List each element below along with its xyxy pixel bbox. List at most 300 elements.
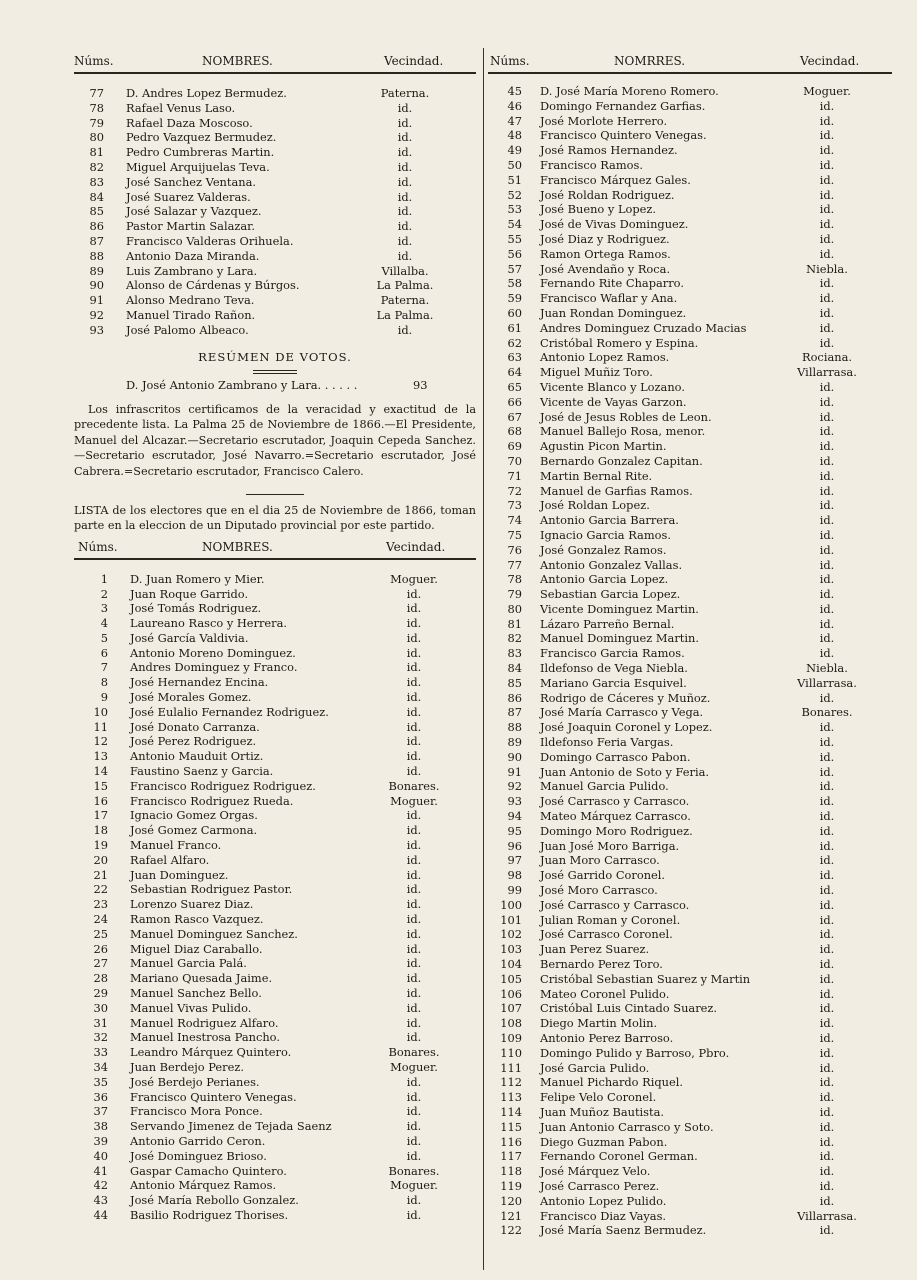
row-vecindad: id.: [819, 202, 835, 217]
row-number: 54: [507, 217, 522, 232]
row-name: Mateo Márquez Carrasco.: [540, 809, 691, 824]
row-name: Miguel Arquijuelas Teva.: [126, 159, 270, 174]
row-name: Manuel Ballejo Rosa, menor.: [540, 424, 706, 439]
row-number: 16: [93, 793, 108, 808]
row-name: Servando Jimenez de Tejada Saenz: [130, 1119, 332, 1134]
row-number: 87: [507, 705, 522, 720]
row-number: 44: [93, 1207, 108, 1222]
table-row: [74, 660, 476, 675]
row-number: 63: [507, 350, 522, 365]
table-row: [74, 882, 476, 897]
table-row: [488, 1120, 892, 1135]
row-number: 12: [93, 734, 108, 749]
row-number: 111: [500, 1060, 522, 1075]
table-row: [74, 838, 476, 853]
row-vecindad: id.: [819, 527, 835, 542]
row-number: 96: [507, 838, 522, 853]
table-row: [74, 293, 476, 308]
table-row: [74, 734, 476, 749]
resumen-title: RESÚMEN DE VOTOS.: [198, 349, 352, 364]
row-name: Juan Berdejo Perez.: [130, 1060, 244, 1074]
row-vecindad: La Palma.: [376, 307, 434, 322]
table-row: [488, 1179, 892, 1194]
row-vecindad: id.: [397, 219, 413, 234]
table-row: [488, 1031, 892, 1046]
table-row: [488, 972, 892, 987]
row-name: José Palomo Albeaco.: [126, 322, 249, 337]
row-number: 55: [507, 231, 522, 246]
row-name: Francisco Diaz Vayas.: [540, 1208, 667, 1223]
table-row: [74, 690, 476, 705]
row-name: Basilio Rodriguez Thorises.: [130, 1207, 289, 1222]
table-row: [74, 160, 476, 175]
table-row: [488, 498, 892, 513]
row-vecindad: id.: [406, 1104, 422, 1119]
row-vecindad: id.: [819, 409, 835, 424]
row-vecindad: id.: [819, 217, 835, 232]
table-row: [74, 942, 476, 957]
row-vecindad: id.: [819, 897, 835, 912]
table-row: [488, 262, 892, 277]
table-row: [488, 484, 892, 499]
row-number: 85: [89, 204, 104, 219]
table-row: [488, 558, 892, 573]
row-vecindad: id.: [819, 128, 835, 143]
row-name: D. Juan Romero y Mier.: [130, 571, 265, 586]
table-row: [74, 145, 476, 160]
row-number: 106: [500, 986, 522, 1001]
row-vecindad: Bonares.: [388, 778, 440, 793]
row-vecindad: id.: [819, 986, 835, 1001]
row-number: 42: [93, 1178, 108, 1193]
row-vecindad: id.: [819, 394, 835, 409]
row-vecindad: id.: [819, 838, 835, 853]
row-name: Alonso de Cárdenas y Búrgos.: [126, 278, 300, 293]
row-name: José Carrasco y Carrasco.: [540, 794, 690, 809]
row-number: 77: [507, 557, 522, 572]
row-number: 80: [89, 130, 104, 145]
row-vecindad: id.: [819, 572, 835, 587]
row-vecindad: id.: [406, 852, 422, 867]
row-name: Rafael Daza Moscoso.: [126, 115, 253, 130]
row-vecindad: id.: [819, 113, 835, 128]
row-number: 7: [100, 660, 108, 675]
row-number: 72: [507, 483, 522, 498]
table-row: [74, 234, 476, 249]
row-name: Antonio Garcia Barrera.: [540, 513, 679, 528]
row-vecindad: id.: [819, 1075, 835, 1090]
row-name: José Bueno y Lopez.: [540, 202, 657, 217]
row-name: Pastor Martin Salazar.: [126, 219, 255, 234]
row-name: Luis Zambrano y Lara.: [126, 263, 258, 278]
row-name: José Sanchez Ventana.: [126, 174, 257, 189]
row-number: 75: [507, 527, 522, 542]
table-row: [488, 853, 892, 868]
table-row: [488, 513, 892, 528]
row-name: Juan Muñoz Bautista.: [540, 1104, 665, 1119]
row-number: 39: [93, 1133, 108, 1148]
row-vecindad: id.: [406, 926, 422, 941]
row-name: José Márquez Velo.: [540, 1164, 651, 1179]
row-number: 57: [507, 261, 522, 276]
table-row: [74, 986, 476, 1001]
row-vecindad: id.: [406, 645, 422, 660]
row-name: Domingo Moro Rodriguez.: [540, 823, 693, 838]
row-number: 112: [500, 1075, 522, 1090]
row-name: Martin Bernal Rite.: [540, 468, 653, 483]
row-number: 45: [507, 84, 522, 98]
table-row: [488, 99, 892, 114]
row-name: José Eulalio Fernandez Rodriguez.: [130, 704, 329, 719]
row-number: 82: [89, 159, 104, 174]
row-vecindad: id.: [819, 1149, 835, 1164]
row-number: 122: [500, 1223, 522, 1238]
row-name: José Donato Carranza.: [130, 719, 260, 734]
row-number: 81: [89, 145, 104, 160]
row-name: José de Vivas Dominguez.: [540, 217, 689, 232]
header-vecindad-right: Vecindad.: [800, 54, 860, 68]
row-number: 35: [93, 1074, 108, 1089]
table-row: [488, 927, 892, 942]
row-vecindad: id.: [819, 883, 835, 898]
row-name: Sebastian Garcia Lopez.: [540, 587, 681, 602]
table-row: [74, 720, 476, 735]
row-name: José Tomás Rodriguez.: [130, 601, 262, 616]
row-number: 100: [500, 897, 522, 912]
table-row: [488, 188, 892, 203]
row-name: Francisco Mora Ponce.: [130, 1104, 263, 1119]
row-vecindad: id.: [819, 1016, 835, 1031]
row-name: José Avendaño y Roca.: [540, 261, 671, 276]
table-row: [74, 278, 476, 293]
row-number: 43: [93, 1193, 108, 1208]
table-row: [488, 631, 892, 646]
row-number: 71: [507, 468, 522, 483]
table-row: [488, 143, 892, 158]
row-name: Leandro Márquez Quintero.: [130, 1045, 292, 1060]
row-vecindad: id.: [406, 1207, 422, 1222]
header-names: NOMBRES.: [202, 54, 273, 68]
row-vecindad: id.: [406, 1133, 422, 1148]
column-divider: [483, 48, 484, 1270]
row-number: 5: [100, 630, 108, 645]
row-name: Antonio Lopez Ramos.: [540, 350, 670, 365]
row-vecindad: id.: [819, 823, 835, 838]
row-number: 92: [89, 307, 104, 322]
row-vecindad: id.: [819, 468, 835, 483]
resumen-rule: [253, 370, 297, 374]
row-name: Andres Dominguez Cruzado Macias: [540, 320, 747, 335]
table-row: [488, 247, 892, 262]
resumen-name: D. José Antonio Zambrano y Lara. . . . . .: [126, 377, 358, 392]
row-number: 97: [507, 853, 522, 868]
row-vecindad: id.: [819, 735, 835, 750]
row-name: José Salazar y Vazquez.: [126, 204, 262, 219]
row-number: 31: [93, 1015, 108, 1030]
row-number: 1: [100, 571, 108, 586]
row-name: Manuel Garcia Palá.: [130, 956, 247, 971]
table-row: [74, 853, 476, 868]
row-vecindad: id.: [819, 172, 835, 187]
row-name: Diego Guzman Pabon.: [540, 1134, 668, 1149]
row-number: 84: [89, 189, 104, 204]
row-vecindad: id.: [819, 291, 835, 306]
row-vecindad: id.: [819, 853, 835, 868]
row-vecindad: id.: [819, 764, 835, 779]
row-name: Domingo Pulido y Barroso, Pbro.: [540, 1045, 730, 1060]
row-number: 78: [507, 572, 522, 587]
row-vecindad: id.: [819, 246, 835, 261]
row-number: 76: [507, 542, 522, 557]
row-vecindad: id.: [819, 453, 835, 468]
resumen-votes: 93: [413, 377, 428, 392]
row-number: 105: [500, 971, 522, 986]
row-name: Manuel Pichardo Riquel.: [540, 1075, 684, 1090]
table-row: [488, 469, 892, 484]
row-number: 84: [507, 661, 522, 676]
row-number: 61: [507, 320, 522, 335]
table-row: [74, 219, 476, 234]
table-row: [488, 794, 892, 809]
row-number: 93: [89, 322, 104, 337]
table-row: [74, 631, 476, 646]
row-number: 90: [507, 749, 522, 764]
row-vecindad: id.: [819, 868, 835, 883]
row-vecindad: id.: [406, 1015, 422, 1030]
table-row: [488, 750, 892, 765]
row-vecindad: id.: [819, 424, 835, 439]
row-name: Ildefonso de Vega Niebla.: [540, 661, 688, 676]
row-name: Manuel Sanchez Bello.: [130, 986, 262, 1001]
row-number: 118: [500, 1164, 522, 1179]
table-row: [488, 646, 892, 661]
row-number: 40: [93, 1148, 108, 1163]
row-name: Fernando Coronel German.: [540, 1149, 698, 1164]
row-vecindad: id.: [397, 248, 413, 263]
row-name: Francisco Rodriguez Rueda.: [130, 793, 294, 808]
table-row: [488, 439, 892, 454]
row-name: Antonio Garcia Lopez.: [540, 572, 669, 587]
row-vecindad: id.: [406, 734, 422, 749]
row-name: Agustin Picon Martin.: [540, 439, 667, 454]
row-name: Antonio Márquez Ramos.: [130, 1178, 277, 1193]
row-name: Rafael Alfaro.: [130, 852, 210, 867]
row-number: 89: [507, 735, 522, 750]
row-number: 13: [93, 749, 108, 764]
row-name: José Berdejo Perianes.: [130, 1074, 260, 1089]
table-row: [74, 1149, 476, 1164]
table-row: [488, 676, 892, 691]
header-nums-right: Núms.: [490, 54, 530, 68]
row-vecindad: id.: [819, 542, 835, 557]
row-name: José Dominguez Brioso.: [130, 1148, 267, 1163]
row-number: 41: [93, 1163, 108, 1178]
row-name: Manuel Rodriguez Alfaro.: [130, 1015, 279, 1030]
row-number: 50: [507, 157, 522, 172]
table-row: [74, 1193, 476, 1208]
table-row: [74, 897, 476, 912]
row-vecindad: id.: [397, 130, 413, 145]
row-name: Francisco Márquez Gales.: [540, 172, 691, 187]
table-row: [74, 86, 476, 101]
row-vecindad: Villarrasa.: [797, 675, 857, 690]
row-number: 46: [507, 98, 522, 113]
row-number: 36: [93, 1089, 108, 1104]
row-vecindad: id.: [819, 1104, 835, 1119]
row-number: 28: [93, 971, 108, 986]
row-vecindad: id.: [397, 322, 413, 337]
row-number: 67: [507, 409, 522, 424]
row-number: 26: [93, 941, 108, 956]
row-name: Antonio Mauduit Ortiz.: [130, 749, 264, 764]
row-vecindad: Moguer.: [390, 1178, 438, 1193]
row-name: Cristóbal Luis Cintado Suarez.: [540, 1001, 718, 1016]
row-name: José Ramos Hernandez.: [540, 143, 678, 158]
row-number: 101: [500, 912, 522, 927]
row-name: Manuel Vivas Pulido.: [130, 1000, 252, 1015]
table-row: [74, 101, 476, 116]
row-name: Bernardo Perez Toro.: [540, 957, 663, 972]
row-vecindad: Moguer.: [803, 84, 851, 98]
row-number: 79: [89, 115, 104, 130]
row-name: Juan Antonio de Soto y Feria.: [540, 764, 710, 779]
row-number: 21: [93, 867, 108, 882]
row-number: 38: [93, 1119, 108, 1134]
row-number: 119: [500, 1178, 522, 1193]
row-name: Manuel Garcia Pulido.: [540, 779, 669, 794]
row-name: Manuel de Garfias Ramos.: [540, 483, 693, 498]
row-vecindad: id.: [819, 616, 835, 631]
row-number: 37: [93, 1104, 108, 1119]
table-row: [488, 587, 892, 602]
row-number: 27: [93, 956, 108, 971]
row-number: 10: [93, 704, 108, 719]
row-name: José García Valdivia.: [130, 630, 249, 645]
table-row: [488, 868, 892, 883]
table-row: [74, 572, 476, 587]
row-number: 2: [100, 586, 108, 601]
row-number: 33: [93, 1045, 108, 1060]
row-number: 87: [89, 233, 104, 248]
row-number: 85: [507, 675, 522, 690]
table-row: [74, 587, 476, 602]
row-number: 94: [507, 809, 522, 824]
row-name: Rodrigo de Cáceres y Muñoz.: [540, 690, 711, 705]
header-vecindad: Vecindad.: [384, 54, 444, 68]
table-row: [74, 130, 476, 145]
right-table-body: [488, 84, 892, 1238]
table-row: [74, 971, 476, 986]
table-row: [74, 675, 476, 690]
table-row: [74, 779, 476, 794]
row-name: Mariano Quesada Jaime.: [130, 971, 273, 986]
table-row: [74, 308, 476, 323]
row-number: 14: [93, 764, 108, 779]
row-number: 49: [507, 143, 522, 158]
table-row: [74, 190, 476, 205]
table-row: [488, 128, 892, 143]
row-name: Andres Dominguez y Franco.: [130, 660, 298, 675]
row-name: Antonio Gonzalez Vallas.: [540, 557, 683, 572]
header-nums-2: Núms.: [78, 539, 118, 554]
row-vecindad: id.: [819, 1134, 835, 1149]
row-vecindad: id.: [819, 646, 835, 661]
row-name: José Gomez Carmona.: [130, 823, 258, 838]
table-row: [488, 543, 892, 558]
row-name: Mariano Garcia Esquivel.: [540, 675, 687, 690]
row-number: 108: [500, 1016, 522, 1031]
row-name: Ignacio Gomez Orgas.: [130, 808, 258, 823]
row-number: 102: [500, 927, 522, 942]
table-row: [488, 173, 892, 188]
row-vecindad: id.: [406, 941, 422, 956]
row-number: 91: [89, 293, 104, 308]
table-row: [74, 323, 476, 338]
row-name: José María Saenz Bermudez.: [540, 1223, 707, 1238]
row-vecindad: Villalba.: [381, 263, 429, 278]
table-row: [488, 839, 892, 854]
row-vecindad: id.: [406, 1030, 422, 1045]
row-vecindad: id.: [406, 704, 422, 719]
row-number: 121: [500, 1208, 522, 1223]
row-vecindad: id.: [406, 690, 422, 705]
lista-intro: LISTA de los electores que en el dia 25 de Noviembre de 1866, toman parte en la eleccion de un Diputado provincial por este partido.: [74, 503, 476, 533]
row-name: Rafael Venus Laso.: [126, 100, 236, 115]
row-vecindad: id.: [819, 305, 835, 320]
table-row: [488, 1016, 892, 1031]
row-vecindad: La Palma.: [376, 278, 434, 293]
table-row: [488, 276, 892, 291]
row-name: José Roldan Lopez.: [540, 498, 650, 513]
row-vecindad: Paterna.: [380, 293, 430, 308]
row-name: Antonio Lopez Pulido.: [540, 1193, 667, 1208]
table-row: [74, 601, 476, 616]
row-name: Antonio Garrido Ceron.: [130, 1133, 266, 1148]
row-name: Domingo Fernandez Garfias.: [540, 98, 706, 113]
row-name: Vicente Dominguez Martin.: [540, 601, 699, 616]
table-row: [74, 823, 476, 838]
table-row: [488, 572, 892, 587]
table-row: [74, 616, 476, 631]
row-vecindad: id.: [406, 764, 422, 779]
row-vecindad: id.: [819, 483, 835, 498]
row-name: Manuel Dominguez Martin.: [540, 631, 699, 646]
row-name: Antonio Perez Barroso.: [540, 1031, 674, 1045]
row-name: Manuel Inestrosa Pancho.: [130, 1030, 280, 1045]
row-number: 78: [89, 100, 104, 115]
row-vecindad: Paterna.: [380, 86, 430, 100]
table-row: [74, 1045, 476, 1060]
row-name: Laureano Rasco y Herrera.: [130, 616, 288, 631]
table-row: [488, 395, 892, 410]
header-vecindad-2: Vecindad.: [386, 539, 446, 554]
right-table-header: [488, 50, 892, 72]
row-number: 99: [507, 883, 522, 898]
row-name: Juan José Moro Barriga.: [540, 838, 680, 853]
table-row: [488, 1105, 892, 1120]
row-vecindad: id.: [819, 513, 835, 528]
row-vecindad: id.: [406, 601, 422, 616]
row-number: 88: [507, 720, 522, 735]
row-vecindad: id.: [406, 630, 422, 645]
table-row: [488, 691, 892, 706]
table-row: [488, 883, 892, 898]
row-vecindad: id.: [406, 1074, 422, 1089]
row-number: 20: [93, 852, 108, 867]
row-vecindad: id.: [819, 1119, 835, 1134]
table-row: [488, 942, 892, 957]
row-number: 25: [93, 926, 108, 941]
